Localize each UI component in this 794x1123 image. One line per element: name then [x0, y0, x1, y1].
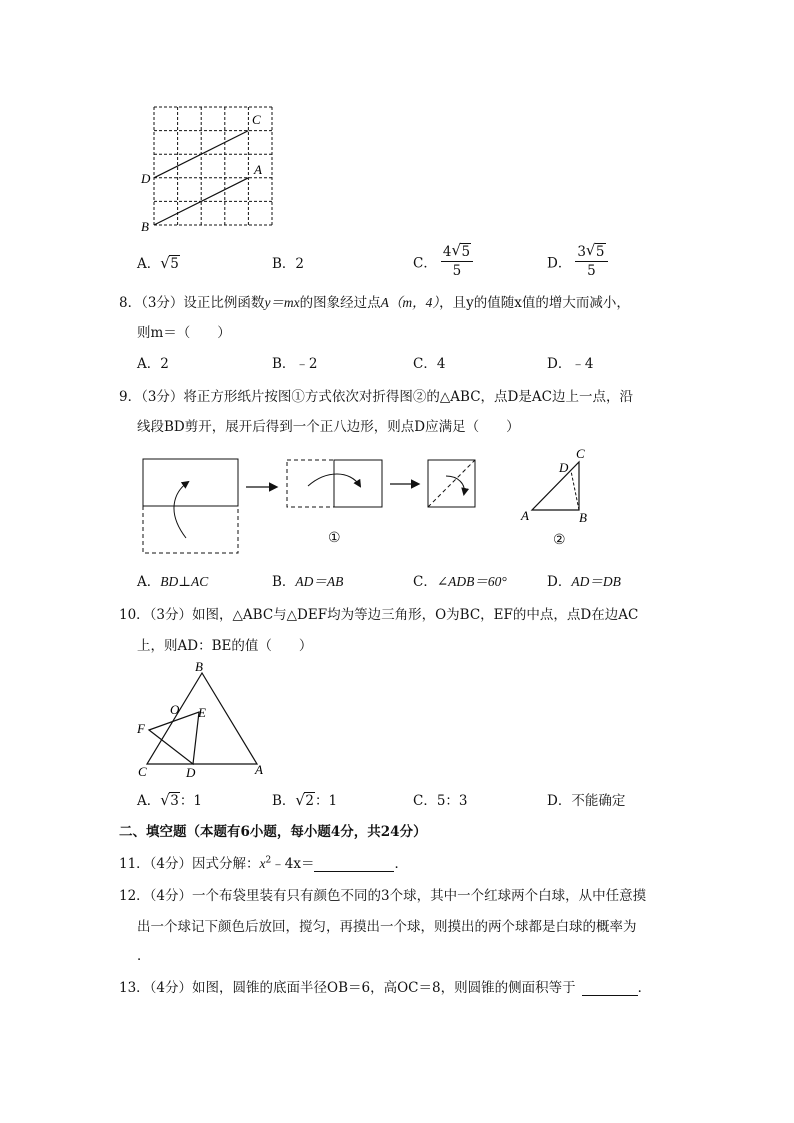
q9-option-b[interactable]: B．AD＝AB: [272, 574, 344, 590]
q8-option-b[interactable]: B．﹣2: [272, 356, 318, 372]
answer-blank[interactable]: [582, 995, 638, 996]
q10-option-a[interactable]: A． √ 3：1: [137, 791, 202, 809]
q7-option-a[interactable]: [137, 252, 180, 272]
sqrt-icon: √ 5: [160, 254, 179, 272]
label-b: B: [141, 219, 149, 232]
fold-diagonal: [428, 460, 475, 507]
q7-option-c[interactable]: C． 4 √ 5 5: [413, 243, 473, 280]
q10-stem-line1: 10．（3分）如图，△ABC与△DEF均为等边三角形，O为BC，EF的中点，点D在边AC: [119, 607, 639, 623]
q8-stem-line1: 8．（3分）设正比例函数y＝mx的图象经过点A（m，4），且y的值随x值的增大而减小，: [119, 295, 630, 311]
label-f: F: [137, 721, 145, 736]
q8-option-c[interactable]: C．4: [413, 356, 446, 372]
fraction: 4 √ 5 5: [441, 243, 473, 280]
q8-option-a[interactable]: A．2: [137, 356, 169, 372]
q8-stem-line2: 则m＝（ ）: [137, 325, 231, 341]
q11-stem: 11．（4分）因式分解：$x^2﹣4x=$ ．: [119, 855, 408, 872]
q9-option-c[interactable]: C．∠ADB＝60°: [413, 574, 507, 590]
q7-grid-figure: [136, 100, 282, 232]
q10-triangles-figure: [134, 658, 274, 780]
q7-option-d[interactable]: D． 3 √ 5 5: [547, 243, 608, 280]
fig2-label: ②: [553, 532, 566, 548]
fold-arrow-icon: [174, 482, 188, 538]
sqrt-icon: √ 3: [160, 791, 179, 809]
q9-option-d[interactable]: D．AD＝DB: [547, 574, 621, 590]
fraction: 3 √ 5 5: [575, 243, 607, 280]
q8-option-d[interactable]: D．﹣4: [547, 356, 594, 372]
q9-triangle-figure: [516, 444, 596, 526]
label-b: B: [195, 659, 203, 674]
option-letter: A．: [137, 256, 161, 272]
q10-option-d[interactable]: D．不能确定: [547, 793, 626, 809]
label-d: D: [186, 765, 196, 780]
label-b: B: [579, 510, 587, 525]
label-d: D: [559, 460, 569, 475]
q7-option-b[interactable]: B．2: [272, 256, 305, 272]
q13-stem: 13．（4分）如图，圆锥的底面半径OB＝6，高OC＝8，则圆锥的侧面积等于 ．: [119, 980, 652, 996]
answer-blank[interactable]: [314, 871, 394, 872]
paper-rect-dashed: [143, 506, 238, 553]
fig1-label: ①: [328, 530, 341, 546]
label-c: C: [576, 446, 585, 461]
q10-option-b[interactable]: B． √ 2：1: [272, 791, 338, 809]
q12-stem-line3: ．: [137, 948, 151, 964]
sqrt-icon: √ 2: [295, 791, 315, 809]
label-e: E: [198, 705, 206, 720]
section-heading: 二、填空题（本题有6小题，每小题4分，共24分）: [119, 824, 427, 840]
label-a: A: [254, 162, 262, 177]
q12-stem-line2: 出一个球记下颜色后放回，搅匀，再摸出一个球，则摸出的两个球都是白球的概率为: [137, 919, 637, 935]
q9-option-a[interactable]: A．BD⊥AC: [137, 574, 209, 590]
label-o: O: [170, 702, 180, 717]
q9-stem-line2: 线段BD剪开，展开后得到一个正八边形，则点D应满足（ ）: [137, 419, 520, 435]
q9-stem-line1: 9．（3分）将正方形纸片按图①方式依次对折得图②的△ABC，点D是AC边上一点，沿: [119, 389, 633, 405]
label-d: D: [141, 171, 151, 186]
paper-rect-solid: [143, 459, 238, 506]
label-c: C: [138, 764, 147, 779]
label-c: C: [252, 112, 261, 127]
triangle-abc: [532, 462, 579, 510]
q10-option-c[interactable]: C．5：3: [413, 793, 468, 809]
fold-arrow-icon: [446, 476, 464, 494]
label-a: A: [255, 762, 263, 777]
label-a: A: [521, 508, 529, 523]
q12-stem-line1: 12．（4分）一个布袋里装有只有颜色不同的3个球，其中一个红球两个白球，从中任意摸: [119, 888, 647, 904]
q9-folding-figure: [136, 452, 496, 560]
q10-stem-line2: 上，则AD：BE的值（ ）: [137, 638, 313, 654]
cut-line-bd: [571, 471, 579, 510]
